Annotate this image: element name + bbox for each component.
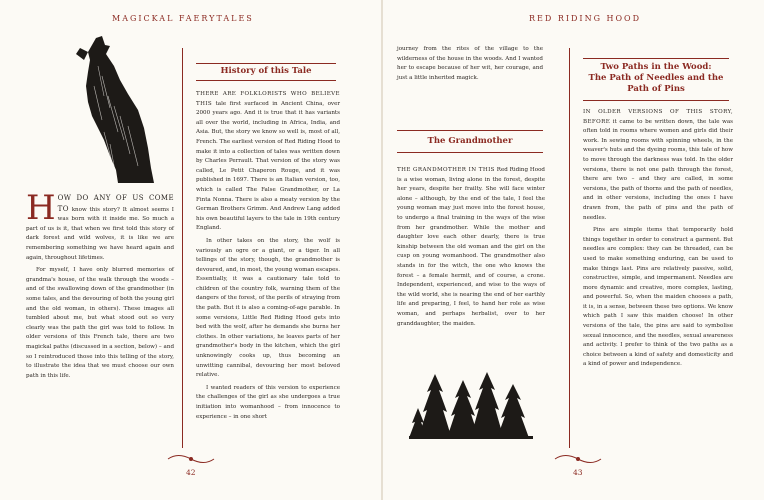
paths-paragraph-1	[583, 108, 733, 223]
paths-lead-in: IN OLDER VERSIONS OF THIS STORY, BEFORE	[583, 109, 733, 125]
right-page	[383, 0, 764, 500]
paths-title	[583, 62, 729, 95]
running-head: RED RIDING HOOD	[529, 14, 642, 23]
grandmother-body	[397, 166, 545, 332]
paths-title-rule-top	[583, 58, 729, 59]
drop-cap: H	[26, 188, 56, 228]
sidebar-body	[196, 90, 340, 425]
intro-paragraph-1-text: know this story? It almost seems I was born with it inside me. So much a part of us is it, that when we first told this story of dark forest and wild wolves, it is like we are remembering something we have heard again and again, throughout lifetimes.	[26, 206, 174, 261]
grandmother-paragraph	[397, 166, 545, 329]
paths-left-rule	[569, 48, 570, 448]
sidebar-paragraph-1-text: tale first surfaced in Ancient China, over 2000 years ago. And it is true that it has variants all over the world, including in Africa, India, and Asia. But, the story we know so well is, most of all, French. The earliest version of Red Riding Hood to make it into a collection of tales was written down by Charles Perrault. That version of the story was called, Le Petit Chaperon Rouge, and it was published in 1697. There is an Italian version, too, which is called The False Grandmother, or La Finta Nonna. There is also a meaty version by the German Brothers Grimm. And Andrew Lang added his own beautiful layers to the tale in 19th century England.	[196, 100, 340, 232]
intro-paragraph-1	[26, 188, 174, 263]
paths-title-line-2: The Path of Needles and the	[588, 73, 724, 83]
sidebar-paragraph-3: I wanted readers of this version to experience the challenges of the girl as she undergoes a true initiation into womanhood – from innocence to experience – in one short	[196, 384, 340, 420]
paths-title-line-1: Two Paths in the Wood:	[600, 62, 712, 72]
continuation-text	[397, 45, 543, 86]
sidebar-paragraph-1	[196, 90, 340, 234]
paths-paragraph-1-text: it came to be written down, the tale was often told in rooms where women and girls did their work. In sewing rooms with spinning wheels, in the weaver's huts and the dyeing rooms, this tale of how to move through the darkness was told. In the older versions, there is not one path through the forest, there are two – and they are called, in some versions, the path of thorns and the path of needles, and in other versions, including the ones I have drawn from, the path of pins and the path of needles.	[583, 118, 733, 221]
page-flourish	[166, 452, 216, 466]
grandmother-rule-bottom	[397, 152, 543, 153]
paths-title-rule-bottom	[583, 100, 729, 101]
paths-paragraph-2: Pins are simple items that temporarily hold things together in order to construct a garment. But needles are complex: they can be threaded, can be used to make something enduring, can be used to make things last. Pins are relatively passive, solid, constructive, simple, and impermanent. Needles are more dynamic and creative, more complex, lasting, and powerful. So, when the maiden chooses a path, it is, in a sense, between these two options. We know which path I saw this maiden choose! In other versions of the tale, the pins are said to symbolise sexual innocence, and the needles, sexual awareness and activity. I prefer to think of the two paths as a choice between a kind of safety and domesticity and a kind of power and independence.	[583, 227, 733, 368]
grandmother-title: The Grandmother	[427, 136, 513, 146]
left-page	[0, 0, 381, 500]
howling-wolf-illustration	[58, 36, 156, 184]
paths-title-line-3: Path of Pins	[627, 84, 685, 94]
continuation-paragraph: journey from the rites of the village to the wilderness of the house in the woods. And I wanted her to escape because of her wit, her courage, and just a little inherited magick.	[397, 46, 543, 81]
sidebar-title: History of this Tale	[220, 66, 312, 76]
intro-lead-in: OW DO ANY OF US COME TO	[57, 194, 174, 213]
grandmother-rule-top	[397, 130, 543, 131]
paths-body	[583, 108, 733, 373]
running-head: MAGICKAL FAERYTALES	[112, 14, 254, 23]
sidebar-paragraph-2: In other takes on the story, the wolf is variously an ogre or a giant, or a tiger. In all tellings of the story, though, the grandmother is devoured, and, in most, the young woman escapes. Essentially, it was a cautionary tale told to children of the country folk, warning them of the dangers of the forest, of the perils of straying from the path. But it is also a coming-of-age parable. In some versions, Little Red Riding Hood gets into bed with the wolf, after he demands she burns her clothes. In other variations, he leaves parts of her grandmother's body in the kitchen, which the girl unknowingly cooks up, thus becoming an unwitting cannibal, devouring her most beloved relative.	[196, 237, 340, 379]
sidebar-lead-in: THERE ARE FOLKLORISTS WHO BELIEVE THIS	[196, 91, 340, 107]
page-number: 42	[186, 468, 196, 477]
page-number: 43	[573, 468, 583, 477]
sidebar-title-rule-bottom	[196, 80, 336, 81]
sidebar-title-rule-top	[196, 63, 336, 64]
intro-section	[26, 188, 174, 384]
sidebar-left-rule	[182, 48, 183, 448]
pine-forest-illustration	[409, 370, 533, 440]
intro-paragraph-2: For myself, I have only blurred memories of grandma's house, of the walk through the woods – and of the swallowing down of the grandmother (in some tales, and the devouring of both the young girl and the old woman, in others). These images all tumbled about me, but what stood out so very clearly was the path the girl was told to follow. In older versions of this French tale, there are two magickal paths (discussed in a section, below) – and so I reintroduced those into this telling of the story, to illustrate the idea that we must choose our own path in this life.	[26, 267, 174, 379]
page-flourish	[553, 452, 603, 466]
grandmother-paragraph-text: Red Riding Hood is a wise woman, living alone in the forest, despite her years, despite her frailty. She will face winter alone – although, by the end of the tale, I feel the young woman may just move into the forest house, to undergo a final training in the ways of the wise from her grandmother. While the mother and daughter love each other dearly, there is true kinship between the old woman and the girl on the cusp on young womanhood. The grandmother also stands in for the witch, the one who knows the forest – a female hermit, and of course, a crone. Independent, experienced, and wise to the ways of the wild world, she is nearing the end of her earthly life and preparing, I feel, to hand her role as wise woman, and perhaps herbalist, over to her granddaughter, the maiden.	[397, 167, 545, 327]
grandmother-lead-in: THE GRANDMOTHER IN THIS	[397, 167, 495, 173]
